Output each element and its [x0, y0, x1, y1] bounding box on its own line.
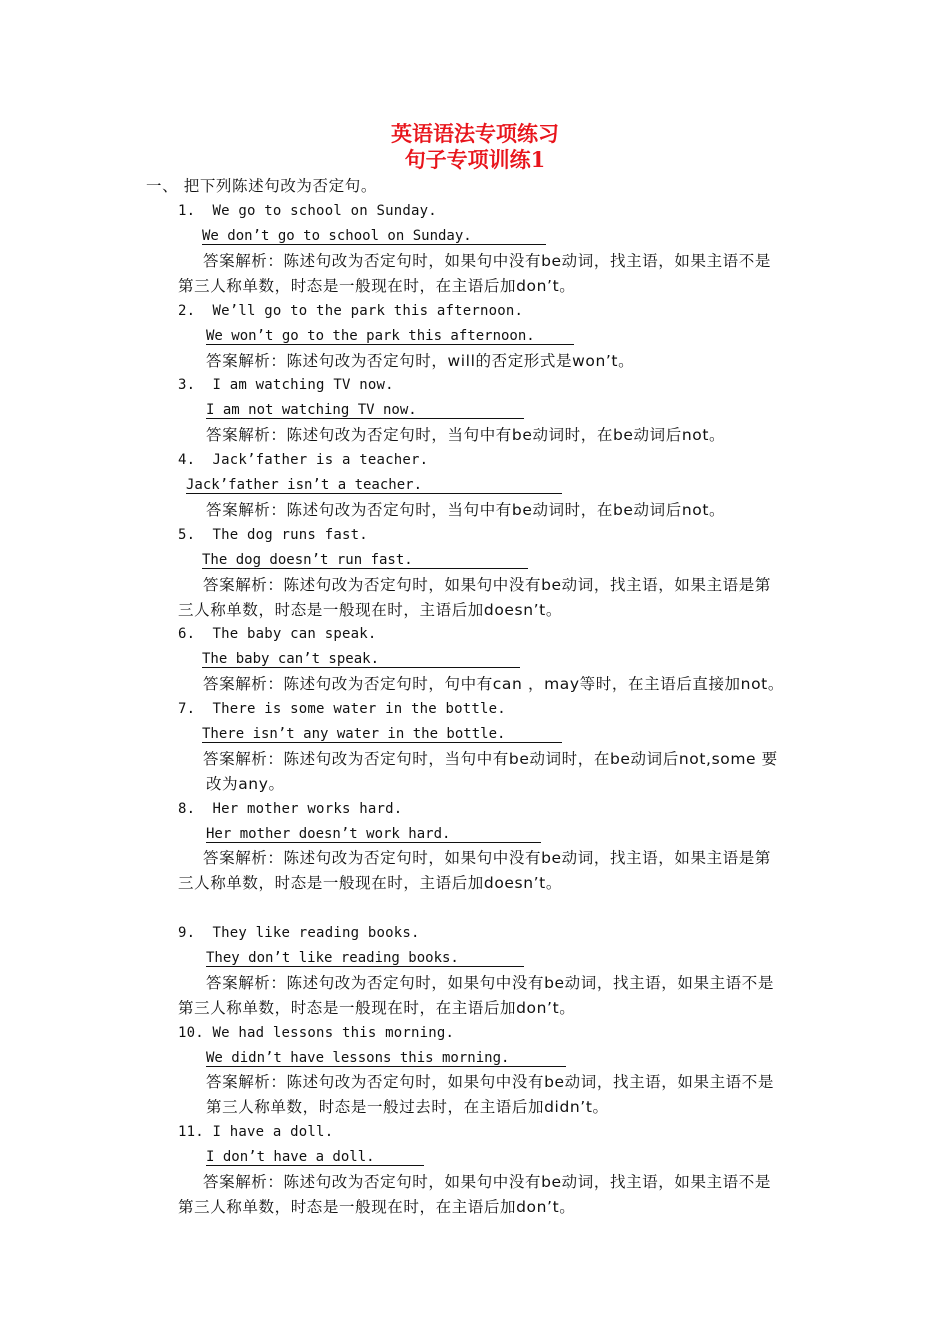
explanation-3-line-1: 答案解析：陈述句改为否定句时，当句中有be动词时，在be动词后not。	[206, 426, 726, 444]
answer-9: They don’t like reading books.	[206, 947, 524, 967]
section-heading: 一、 把下列陈述句改为否定句。	[146, 177, 377, 195]
answer-2: We won’t go to the park this afternoon.	[206, 325, 574, 345]
question-6: 6. The baby can speak.	[178, 626, 377, 642]
answer-7: There isn’t any water in the bottle.	[202, 723, 562, 743]
question-11: 11. I have a doll.	[178, 1124, 334, 1140]
question-1: 1. We go to school on Sunday.	[178, 203, 437, 219]
explanation-11-line-1: 答案解析：陈述句改为否定句时，如果句中没有be动词，找主语，如果主语不是	[203, 1173, 771, 1191]
answer-11: I don’t have a doll.	[206, 1146, 424, 1166]
explanation-11-line-2: 第三人称单数，时态是一般现在时，在主语后加don’t。	[178, 1198, 576, 1216]
answer-5: The dog doesn’t run fast.	[202, 549, 528, 569]
explanation-7-line-1: 答案解析：陈述句改为否定句时，当句中有be动词时，在be动词后not,some 要	[203, 750, 778, 768]
explanation-2-line-1: 答案解析：陈述句改为否定句时，will的否定形式是won’t。	[206, 352, 635, 370]
explanation-10-line-2: 第三人称单数，时态是一般过去时，在主语后加didn’t。	[206, 1098, 609, 1116]
explanation-5-line-2: 三人称单数，时态是一般现在时，主语后加doesn’t。	[178, 601, 562, 619]
explanation-7-line-2: 改为any。	[206, 775, 285, 793]
answer-3: I am not watching TV now.	[206, 399, 524, 419]
question-10: 10. We had lessons this morning.	[178, 1025, 455, 1041]
explanation-1-line-2: 第三人称单数，时态是一般现在时，在主语后加don’t。	[178, 277, 576, 295]
answer-8: Her mother doesn’t work hard.	[206, 823, 541, 843]
explanation-8-line-2: 三人称单数，时态是一般现在时，主语后加doesn’t。	[178, 874, 562, 892]
question-4: 4. Jack’father is a teacher.	[178, 452, 429, 468]
question-5: 5. The dog runs fast.	[178, 527, 368, 543]
explanation-1-line-1: 答案解析：陈述句改为否定句时，如果句中没有be动词，找主语，如果主语不是	[203, 252, 771, 270]
explanation-5-line-1: 答案解析：陈述句改为否定句时，如果句中没有be动词，找主语，如果主语是第	[203, 576, 771, 594]
answer-4: Jack’father isn’t a teacher.	[186, 474, 562, 494]
document-title: 英语语法专项练习	[391, 121, 559, 146]
question-8: 8. Her mother works hard.	[178, 801, 403, 817]
explanation-4-line-1: 答案解析：陈述句改为否定句时，当句中有be动词时，在be动词后not。	[206, 501, 726, 519]
explanation-10-line-1: 答案解析：陈述句改为否定句时，如果句中没有be动词，找主语，如果主语不是	[206, 1073, 774, 1091]
answer-6: The baby can’t speak.	[202, 648, 520, 668]
answer-10: We didn’t have lessons this morning.	[206, 1047, 566, 1067]
explanation-6-line-1: 答案解析：陈述句改为否定句时，句中有can ，may等时，在主语后直接加not。	[203, 675, 784, 693]
question-3: 3. I am watching TV now.	[178, 377, 394, 393]
question-2: 2. We’ll go to the park this afternoon.	[178, 303, 524, 319]
question-7: 7. There is some water in the bottle.	[178, 701, 506, 717]
explanation-8-line-1: 答案解析：陈述句改为否定句时，如果句中没有be动词，找主语，如果主语是第	[203, 849, 771, 867]
explanation-9-line-1: 答案解析：陈述句改为否定句时，如果句中没有be动词，找主语，如果主语不是	[206, 974, 774, 992]
answer-1: We don’t go to school on Sunday.	[202, 225, 546, 245]
document-subtitle: 句子专项训练1	[404, 147, 546, 172]
question-9: 9. They like reading books.	[178, 925, 420, 941]
explanation-9-line-2: 第三人称单数，时态是一般现在时，在主语后加don’t。	[178, 999, 576, 1017]
